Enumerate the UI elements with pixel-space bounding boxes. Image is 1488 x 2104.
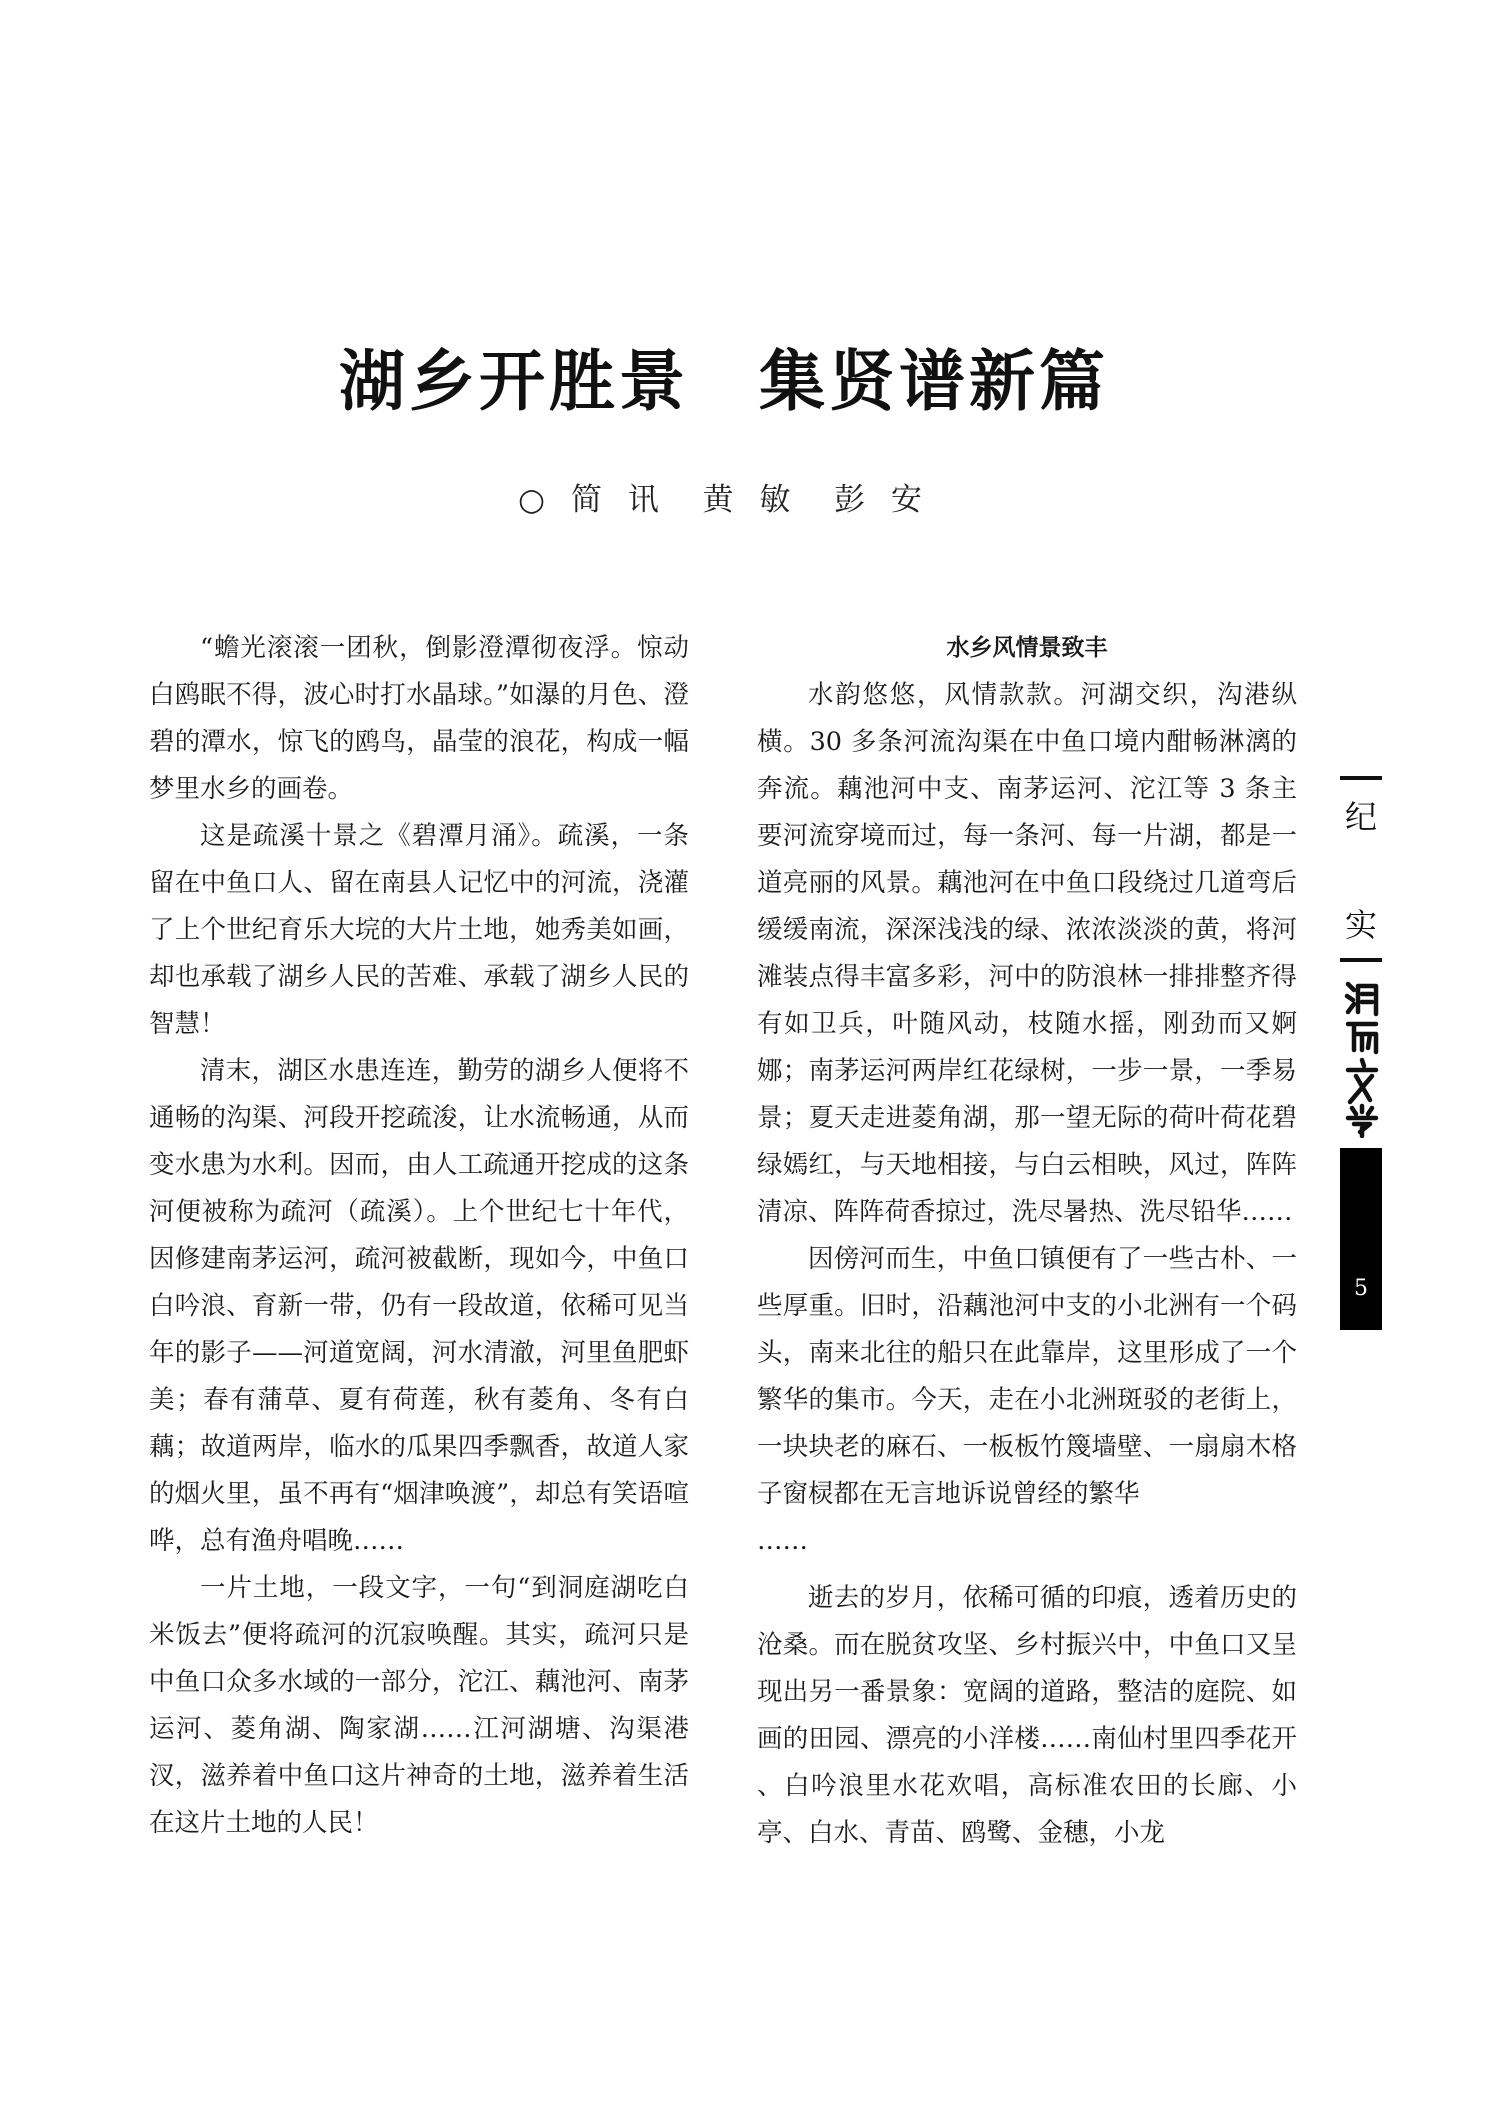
side-rule-top xyxy=(1340,776,1382,780)
side-section-char: 纪 xyxy=(1344,798,1377,836)
paragraph: 水韵悠悠，风情款款。河湖交织，沟港纵横。30 多条河流沟渠在中鱼口境内酣畅淋漓的奔流。藕池河中支、南茅运河、沱江等 3 条主要河流穿境而过，每一条河、每一片湖，都是一道亮丽的风景。藕池河在中鱼口段绕过几道弯后缓缓南流，深深浅浅的绿、浓浓淡淡的黄，将河滩装点得丰富多彩，河中的防浪林一排排整齐得有如卫兵，叶随风动，枝随水摇，刚劲而又婀娜；南茅运河两岸红花绿树，一步一景，一季易景；夏天走进菱角湖，那一望无际的荷叶荷花碧绿嫣红，与天地相接，与白云相映，风过，阵阵清凉、阵阵荷香掠过，洗尽暑热、洗尽铅华…… xyxy=(757,680,1297,1227)
left-column xyxy=(149,625,689,1847)
page-number: 5 xyxy=(1354,1276,1368,1301)
paragraph: “蟾光滚滚一团秋，倒影澄潭彻夜浮。惊动白鸥眠不得，波心时打水晶球。”如瀑的月色、澄碧的潭水，惊飞的鸥鸟，晶莹的浪花，构成一幅梦里水乡的画卷。 xyxy=(149,633,689,804)
section-heading: 水乡风情景致丰 xyxy=(946,635,1108,661)
magazine-logo-icon xyxy=(1342,978,1382,1138)
article-title: 湖乡开胜景 集贤谱新篇 xyxy=(339,343,1109,420)
paragraph: 这是疏溪十景之《碧潭月涌》。疏溪，一条留在中鱼口人、留在南县人记忆中的河流，浇灌了上个世纪育乐大垸的大片土地，她秀美如画，却也承载了湖乡人民的苦难、承载了湖乡人民的智慧！ xyxy=(149,821,689,1039)
paragraph: 一片土地，一段文字，一句“到洞庭湖吃白米饭去”便将疏河的沉寂唤醒。其实，疏河只是中鱼口众多水域的一部分，沱江、藕池河、南茅运河、菱角湖、陶家湖……江河湖塘、沟渠港汊，滋养着中鱼口这片神奇的土地，滋养着生活在这片土地的人民！ xyxy=(149,1573,689,1838)
right-column xyxy=(757,625,1297,1857)
paragraph: 逝去的岁月，依稀可循的印痕，透着历史的沧桑。而在脱贫攻坚、乡村振兴中，中鱼口又呈现出另一番景象：宽阔的道路，整洁的庭院、如画的田园、漂亮的小洋楼……南仙村里四季花开 、白吟浪里水花欢唱，高标准农田的长廊、小亭、白水、青苗、鸥鹭、金穗，小龙 xyxy=(757,1583,1297,1848)
article-byline: ○ 简 讯 黄 敏 彭 安 xyxy=(518,482,930,518)
paragraph: …… xyxy=(757,1526,808,1556)
paragraph: 因傍河而生，中鱼口镇便有了一些古朴、一些厚重。旧时，沿藕池河中支的小北洲有一个码头，南来北往的船只在此靠岸，这里形成了一个繁华的集市。今天，走在小北洲斑驳的老街上，一块块老的麻石、一板板竹篾墙壁、一扇扇木格子窗棂都在无言地诉说曾经的繁华 xyxy=(757,1244,1297,1509)
page-tab xyxy=(1340,1148,1382,1330)
paragraph: 清末，湖区水患连连，勤劳的湖乡人便将不通畅的沟渠、河段开挖疏浚，让水流畅通，从而变水患为水利。因而，由人工疏通开挖成的这条河便被称为疏河（疏溪）。上个世纪七十年代，因修建南茅运河，疏河被截断，现如今，中鱼口白吟浪、育新一带，仍有一段故道，依稀可见当年的影子——河道宽阔，河水清澈，河里鱼肥虾美；春有蒲草、夏有荷莲，秋有菱角、冬有白藕；故道两岸，临水的瓜果四季飘香，故道人家的烟火里，虽不再有“烟津唤渡”，却总有笑语喧哗，总有渔舟唱晚…… xyxy=(149,1056,689,1556)
side-section-char: 实 xyxy=(1344,906,1377,944)
side-rule-bottom xyxy=(1340,958,1382,962)
